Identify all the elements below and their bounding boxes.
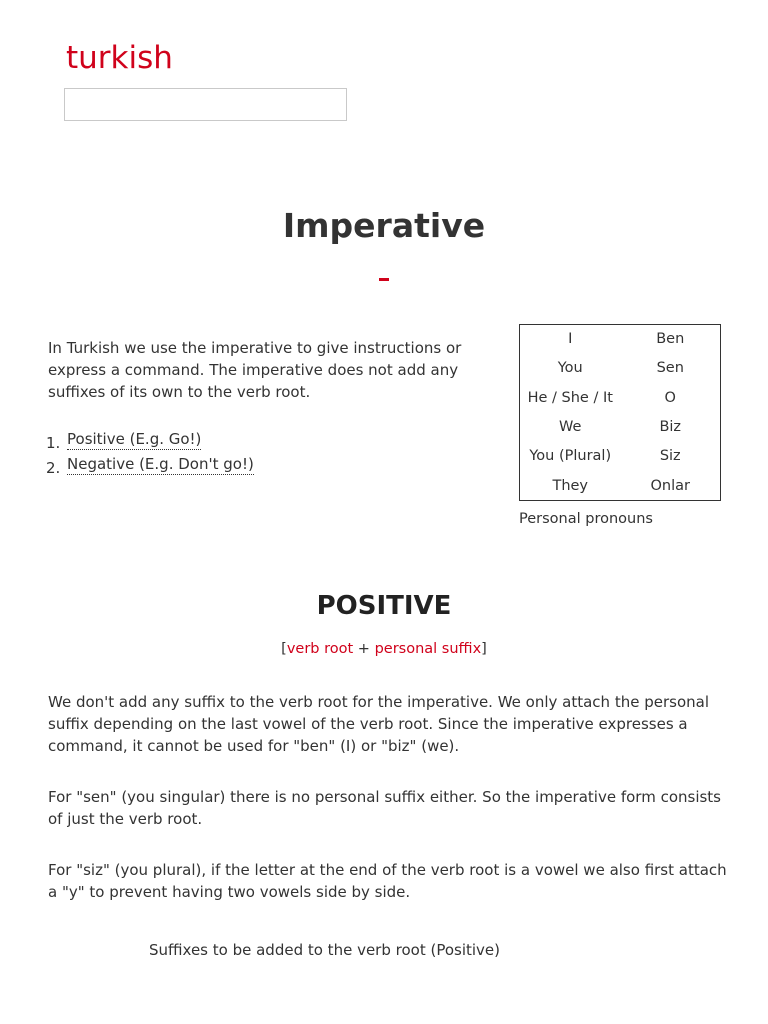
- formula-plus: +: [353, 641, 375, 657]
- page-title: Imperative: [282, 206, 486, 245]
- personal-pronouns-table: [519, 324, 721, 501]
- pronoun-turkish: Sen: [656, 360, 684, 377]
- pronoun-english: We: [559, 419, 582, 436]
- table-row: [520, 471, 721, 500]
- pronoun-turkish: Onlar: [650, 477, 690, 494]
- site-logo[interactable]: turkish: [66, 40, 173, 76]
- toc-link-positive[interactable]: Positive (E.g. Go!): [67, 430, 202, 448]
- table-row: [520, 383, 721, 412]
- pronoun-english: You (Plural): [529, 448, 612, 465]
- formula-verb-root: verb root: [286, 641, 354, 657]
- section-title-positive: POSITIVE: [316, 591, 452, 621]
- positive-paragraph-2: For "sen" (you singular) there is no personal suffix either. So the imperative form consists of just the verb root.: [48, 788, 722, 828]
- pronoun-turkish: Ben: [656, 331, 685, 348]
- pronoun-english: He / She / It: [527, 389, 613, 406]
- table-row: [520, 442, 721, 471]
- pronoun-turkish: O: [664, 389, 676, 406]
- toc-number: 2.: [46, 459, 61, 477]
- toc-link-negative[interactable]: Negative (E.g. Don't go!): [67, 455, 254, 473]
- intro-paragraph: In Turkish we use the imperative to give instructions or express a command. The imperative does not add any suffixes of its own to the verb root.: [48, 339, 462, 401]
- title-underline-dash: [379, 278, 389, 281]
- table-row: [520, 325, 721, 354]
- formula-personal-suffix: personal suffix: [374, 641, 482, 657]
- table-row: [520, 354, 721, 383]
- positive-formula: [0, 641, 768, 657]
- pronoun-english: I: [568, 331, 573, 348]
- pronoun-english: You: [557, 360, 583, 377]
- table-row: [520, 412, 721, 441]
- pronoun-english: They: [552, 477, 589, 494]
- pronoun-turkish: Biz: [659, 419, 682, 436]
- formula-open-bracket: [: [281, 641, 287, 657]
- search-input[interactable]: [64, 88, 347, 121]
- toc-item: [46, 431, 254, 456]
- positive-paragraph-3: For "siz" (you plural), if the letter at the end of the verb root is a vowel we also first attach a "y" to prevent having two vowels side by side.: [48, 861, 727, 901]
- toc-number: 1.: [46, 434, 61, 452]
- positive-paragraph-1: We don't add any suffix to the verb root for the imperative. We only attach the personal suffix depending on the last vowel of the verb root. Since the imperative expresses a command, it cannot be used for "ben" (I) or "biz" (we).: [48, 693, 709, 755]
- pronoun-turkish: Siz: [659, 448, 681, 465]
- pronouns-table-caption: Personal pronouns: [519, 511, 653, 527]
- toc-item: [46, 456, 254, 481]
- table-of-contents: [46, 431, 254, 481]
- suffix-table-caption: Suffixes to be added to the verb root (Positive): [149, 941, 500, 959]
- formula-close-bracket: ]: [481, 641, 487, 657]
